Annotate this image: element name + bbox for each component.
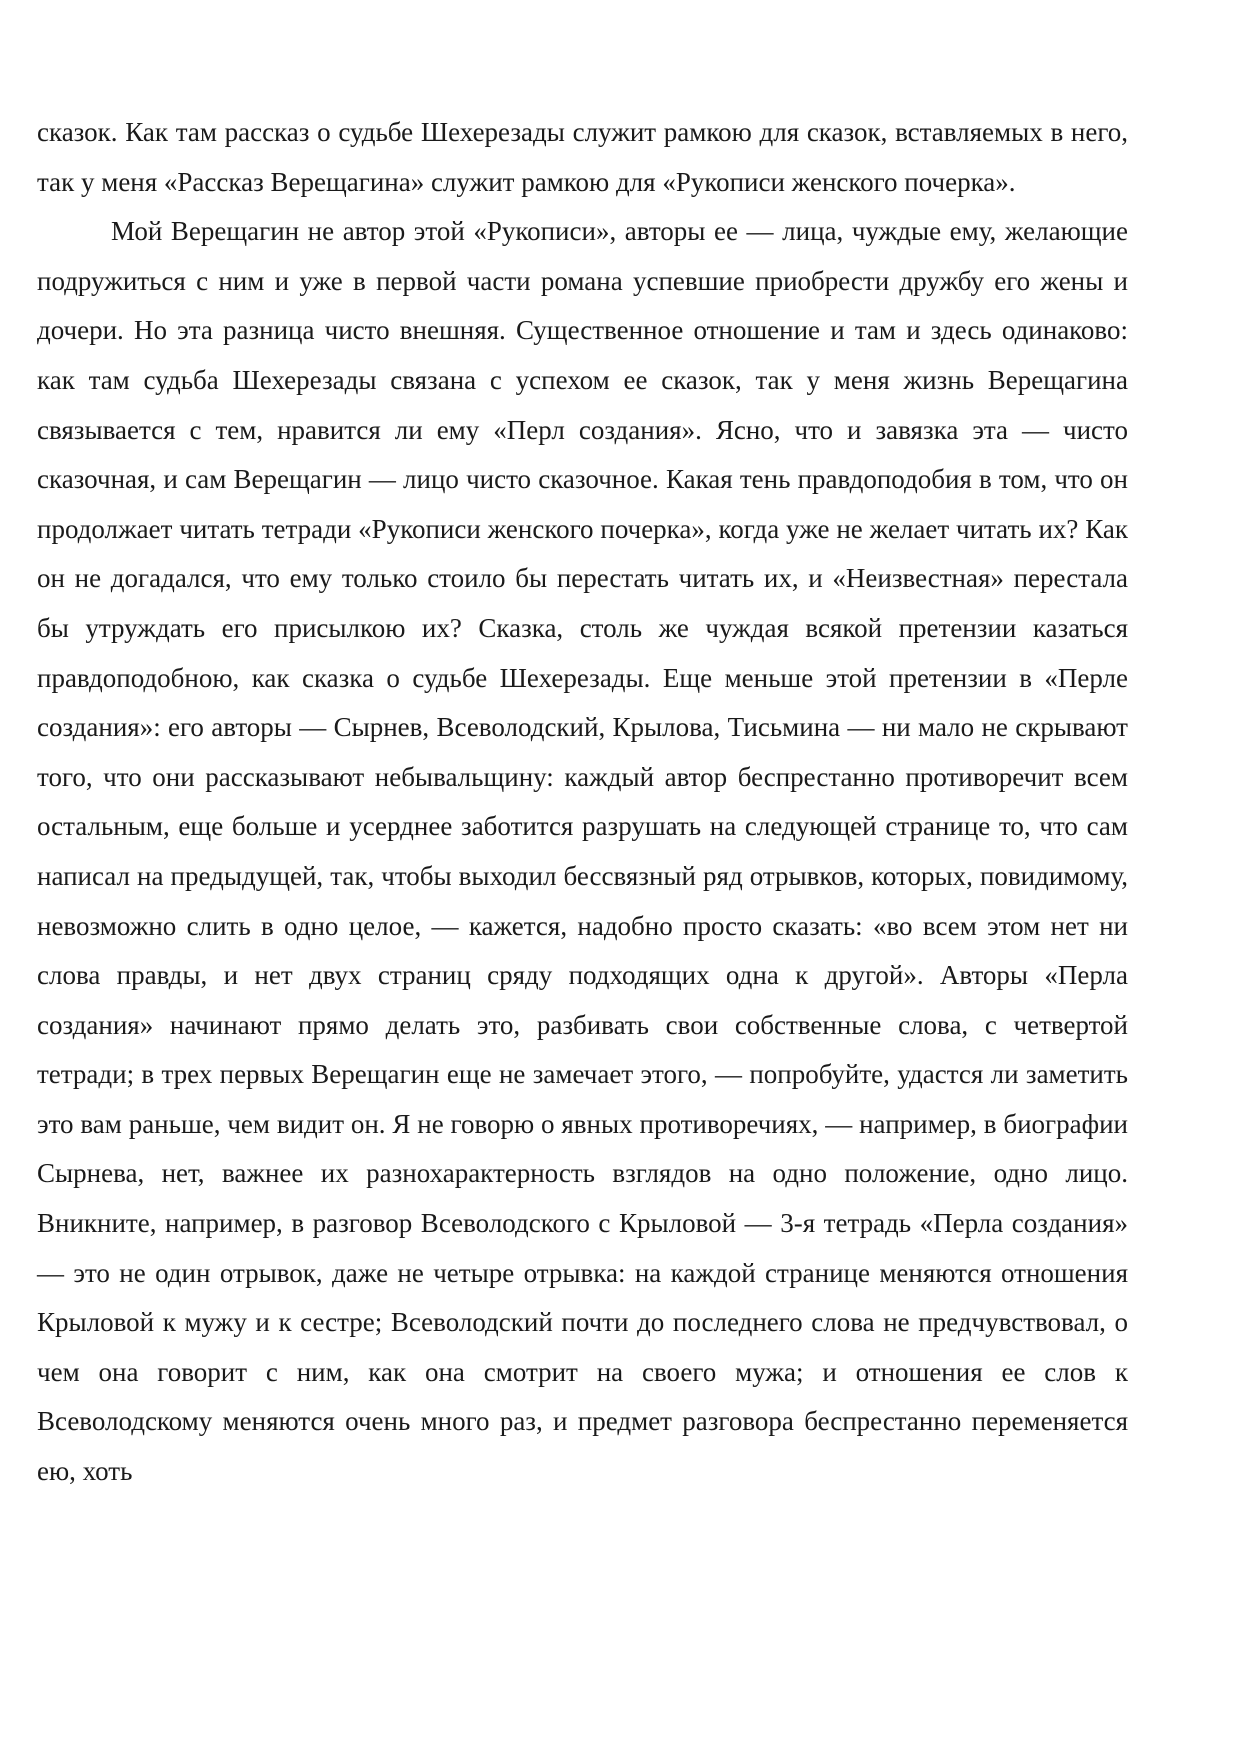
- paragraph-1: сказок. Как там рассказ о судьбе Шехерезады служит рамкою для сказок, вставляемых в него, так у меня «Рассказ Верещагина» служит рамкою для «Рукописи женского почерка».: [37, 117, 1128, 197]
- body-text: [37, 108, 1128, 1497]
- paragraph-2: Мой Верещагин не автор этой «Рукописи», авторы ее — лица, чуждые ему, желающие подружиться с ним и уже в первой части романа успевшие приобрести дружбу его жены и дочери. Но эта разница чисто внешняя. Существенное отношение и там и здесь одинаково: как там судьба Шехерезады связана с успехом ее сказок, так у меня жизнь Верещагина связывается с тем, нравится ли ему «Перл создания». Ясно, что и завязка эта — чисто сказочная, и сам Верещагин — лицо чисто сказочное. Какая тень правдоподобия в том, что он продолжает читать тетради «Рукописи женского почерка», когда уже не желает читать их? Как он не догадался, что ему только стоило бы перестать читать их, и «Неизвестная» перестала бы утруждать его присылкою их? Сказка, столь же чуждая всякой претензии казаться правдоподобною, как сказка о судьбе Шехерезады. Еще меньше этой претензии в «Перле создания»: его авторы — Сырнев, Всеволодский, Крылова, Тисьмина — ни мало не скрывают того, что они рассказывают небывальщину: каждый автор беспрестанно противоречит всем остальным, еще больше и усерднее заботится разрушать на следующей странице то, что сам написал на предыдущей, так, чтобы выходил бессвязный ряд отрывков, которых, повидимому, невозможно слить в одно целое, — кажется, надобно просто сказать: «во всем этом нет ни слова правды, и нет двух страниц сряду подходящих одна к другой». Авторы «Перла создания» начинают прямо делать это, разбивать свои собственные слова, с четвертой тетради; в трех первых Верещагин еще не замечает этого, — попробуйте, удастся ли заметить это вам раньше, чем видит он. Я не говорю о явных противоречиях, — например, в биографии Сырнева, нет, важнее их разнохарактерность взглядов на одно положение, одно лицо. Вникните, например, в разговор Всеволодского с Крыловой — 3-я тетрадь «Перла создания» — это не один отрывок, даже не четыре отрывка: на каждой странице меняются отношения Крыловой к мужу и к сестре; Всеволодский почти до последнего слова не предчувствовал, о чем она говорит с ним, как она смотрит на своего мужа; и отношения ее слов к Всеволодскому меняются очень много раз, и предмет разговора беспрестанно переменяется ею, хоть: [37, 216, 1128, 1487]
